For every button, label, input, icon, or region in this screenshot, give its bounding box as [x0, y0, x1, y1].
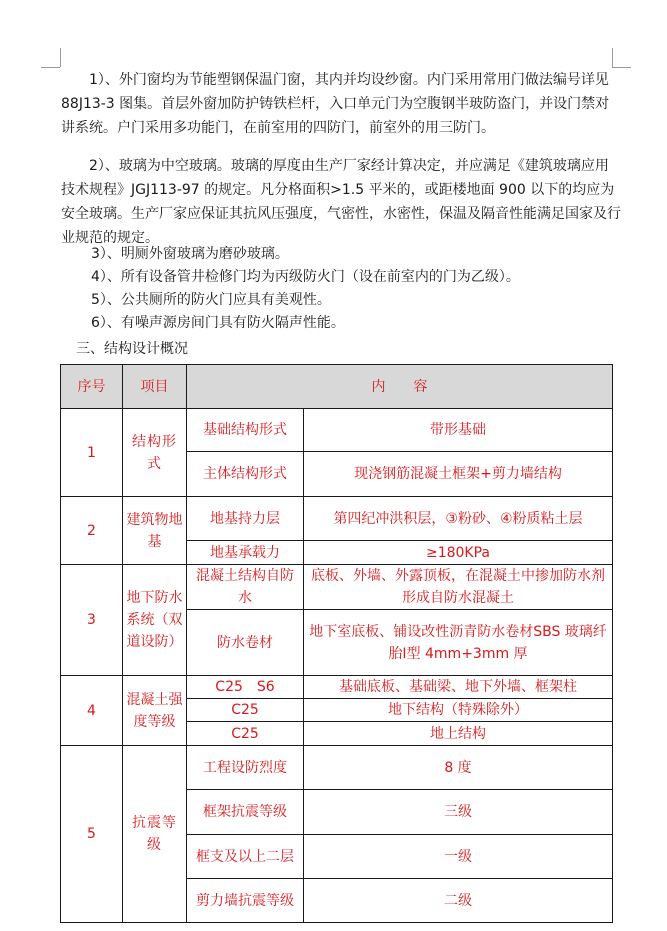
crop-mark	[60, 48, 61, 67]
sub-item: 剪力墙抗震等级	[187, 879, 304, 923]
sub-item: C25	[187, 699, 304, 722]
sub-item: 混凝土结构自防水	[187, 565, 304, 610]
header-no: 序号	[61, 365, 123, 409]
group-no: 1	[61, 409, 123, 497]
content-cell: 现浇钢筋混凝土框架+剪力墙结构	[304, 452, 613, 497]
group-no: 2	[61, 497, 123, 565]
table-row	[61, 409, 613, 452]
sub-item: 防水卷材	[187, 610, 304, 676]
paragraph-windows: 1）、外门窗均为节能塑钢保温门窗，其内并均设纱窗。内门采用常用门做法编号详见 88J13-3 图集。首层外窗加防护铸铁栏杆，入口单元门为空腹钢半玻防盗门，并设门禁对讲系统。户门采用多功能门，在前室用的四防门，前室外的用三防门。	[61, 72, 610, 136]
sub-item: 地基承载力	[187, 541, 304, 565]
content-cell: 带形基础	[304, 409, 613, 452]
content-cell: 二级	[304, 879, 613, 923]
header-content: 内 容	[187, 365, 613, 409]
content-cell: ≥180KPa	[304, 541, 613, 565]
table-row	[61, 746, 613, 790]
content-cell: 地上结构	[304, 722, 613, 746]
group-no: 4	[61, 676, 123, 746]
sub-item: 框支及以上二层	[187, 835, 304, 879]
group-item: 地下防水系统（双道设防）	[123, 565, 187, 676]
section-title: 三、结构设计概况	[76, 341, 188, 357]
line-public-toilet: 5）、公共厕所的防火门应具有美观性。	[91, 292, 331, 308]
line-frosted-glass: 3）、明厕外窗玻璃为磨砂玻璃。	[91, 246, 289, 262]
group-item: 抗震等级	[123, 746, 187, 923]
content-cell: 一级	[304, 835, 613, 879]
header-item: 项目	[123, 365, 187, 409]
sub-item: 工程设防烈度	[187, 746, 304, 790]
content-cell: 第四纪冲洪积层，③粉砂、④粉质粘土层	[304, 497, 613, 541]
content-cell: 三级	[304, 790, 613, 835]
group-item: 建筑物地基	[123, 497, 187, 565]
group-no: 3	[61, 565, 123, 676]
table-row	[61, 676, 613, 699]
content-cell: 地下结构（特殊除外）	[304, 699, 613, 722]
line-noise-doors: 6）、有噪声源房间门具有防火隔声性能。	[91, 315, 345, 331]
group-no: 5	[61, 746, 123, 923]
content-cell: 基础底板、基础梁、地下外墙、框架柱	[304, 676, 613, 699]
paragraph-glass: 2）、玻璃为中空玻璃。玻璃的厚度由生产厂家经计算决定，并应满足《建筑玻璃应用技术规程》JGJ113-97 的规定。凡分格面积>1.5 平米的，或距楼地面 900 以下的均应为安全玻璃。生产厂家应保证其抗风压强度，气密性，水密性，保温及隔音性能满足国家及行业规范的规定。	[61, 158, 621, 246]
content-cell: 8 度	[304, 746, 613, 790]
crop-mark	[41, 67, 60, 68]
content-cell: 底板、外墙、外露顶板，在混凝土中掺加防水剂形成自防水混凝土	[304, 565, 613, 610]
group-item: 混凝土强度等级	[123, 676, 187, 746]
table-row	[61, 565, 613, 610]
table-header-row	[61, 365, 613, 409]
crop-mark	[612, 48, 613, 67]
sub-item: C25	[187, 722, 304, 746]
group-item: 结构形式	[123, 409, 187, 497]
line-fire-doors: 4）、所有设备管井检修门均为丙级防火门（设在前室内的门为乙级）。	[91, 269, 520, 285]
table-row	[61, 497, 613, 541]
sub-item: 框架抗震等级	[187, 790, 304, 835]
sub-item: 地基持力层	[187, 497, 304, 541]
sub-item: 基础结构形式	[187, 409, 304, 452]
content-cell: 地下室底板、铺设改性沥青防水卷材SBS 玻璃纤胎Ⅰ型 4mm+3mm 厚	[304, 610, 613, 676]
sub-item: C25 S6	[187, 676, 304, 699]
structure-table	[60, 364, 613, 923]
sub-item: 主体结构形式	[187, 452, 304, 497]
